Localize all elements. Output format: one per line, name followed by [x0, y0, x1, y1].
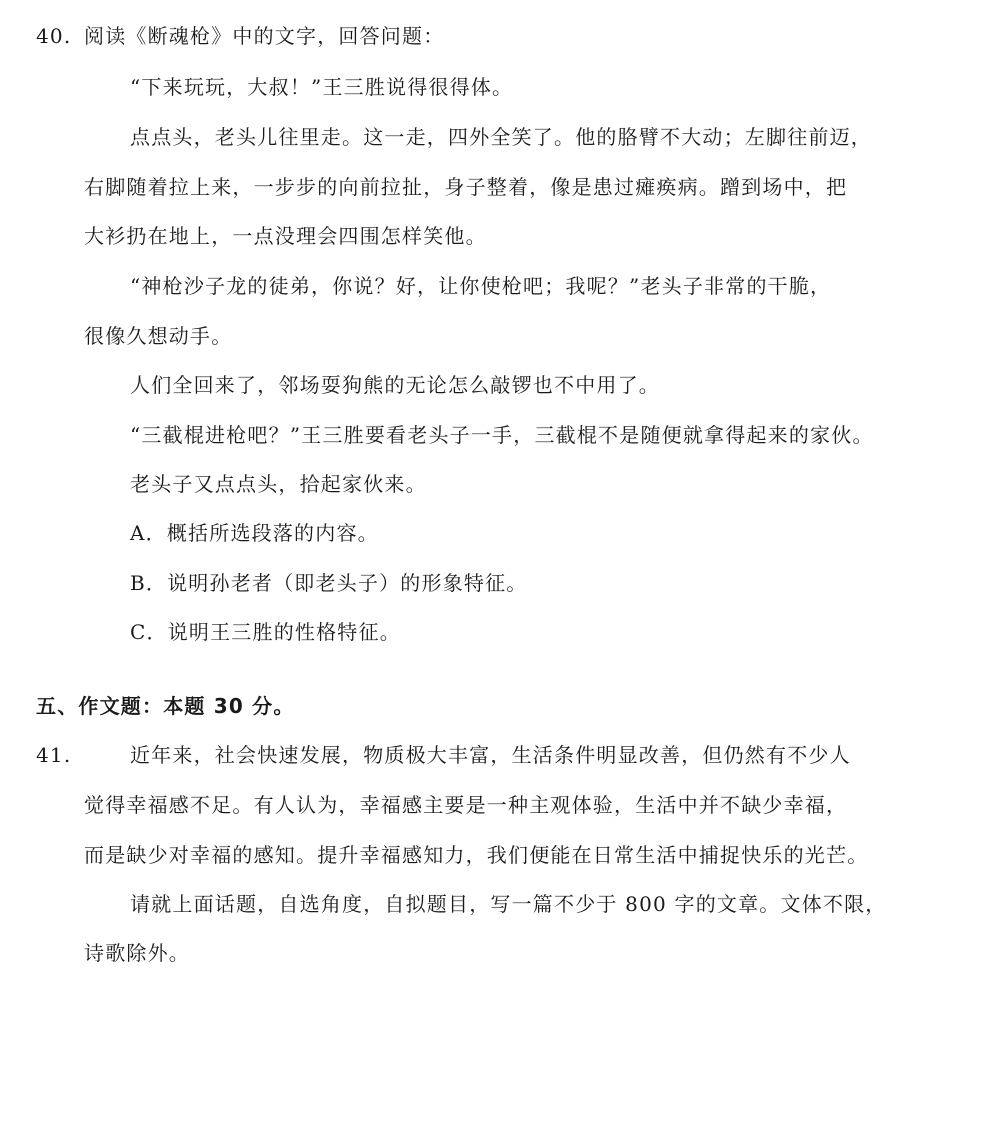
question-41-line: 诗歌除外。	[84, 941, 190, 965]
passage-line: 老头子又点点头，拾起家伙来。	[130, 472, 427, 496]
section-5-heading: 五、作文题：本题 30 分。	[36, 694, 295, 718]
question-40-number: 40.	[36, 24, 72, 48]
passage-line: 人们全回来了，邻场耍狗熊的无论怎么敲锣也不中用了。	[130, 373, 660, 397]
passage-line: 点点头，老头儿往里走。这一走，四外全笑了。他的胳臂不大动；左脚往前迈，	[130, 125, 872, 149]
passage-line: “下来玩玩，大叔！”王三胜说得很得体。	[130, 75, 514, 99]
question-41-line: 而是缺少对幸福的感知。提升幸福感知力，我们便能在日常生活中捕捉快乐的光芒。	[84, 843, 869, 867]
passage-line: “神枪沙子龙的徒弟，你说？好，让你使枪吧；我呢？”老头子非常的干脆，	[130, 274, 832, 298]
question-41-number: 41.	[36, 743, 72, 767]
option-c: C．说明王三胜的性格特征。	[130, 620, 401, 644]
question-41-line: 请就上面话题，自选角度，自拟题目，写一篇不少于 800 字的文章。文体不限，	[130, 892, 887, 916]
question-41-line: 近年来，社会快速发展，物质极大丰富，生活条件明显改善，但仍然有不少人	[130, 743, 851, 767]
question-40-prompt: 阅读《断魂枪》中的文字，回答问题：	[84, 24, 445, 48]
passage-line: 大衫扔在地上，一点没理会四围怎样笑他。	[84, 224, 487, 248]
option-a: A．概括所选段落的内容。	[130, 521, 379, 545]
passage-line: 右脚随着拉上来，一步步的向前拉扯，身子整着，像是患过瘫痪病。蹭到场中，把	[84, 175, 848, 199]
passage-line: “三截棍进枪吧？”王三胜要看老头子一手，三截棍不是随便就拿得起来的家伙。	[130, 423, 874, 447]
option-b: B．说明孙老者（即老头子）的形象特征。	[130, 571, 528, 595]
passage-line: 很像久想动手。	[84, 324, 233, 348]
question-41-line: 觉得幸福感不足。有人认为，幸福感主要是一种主观体验，生活中并不缺少幸福，	[84, 793, 848, 817]
